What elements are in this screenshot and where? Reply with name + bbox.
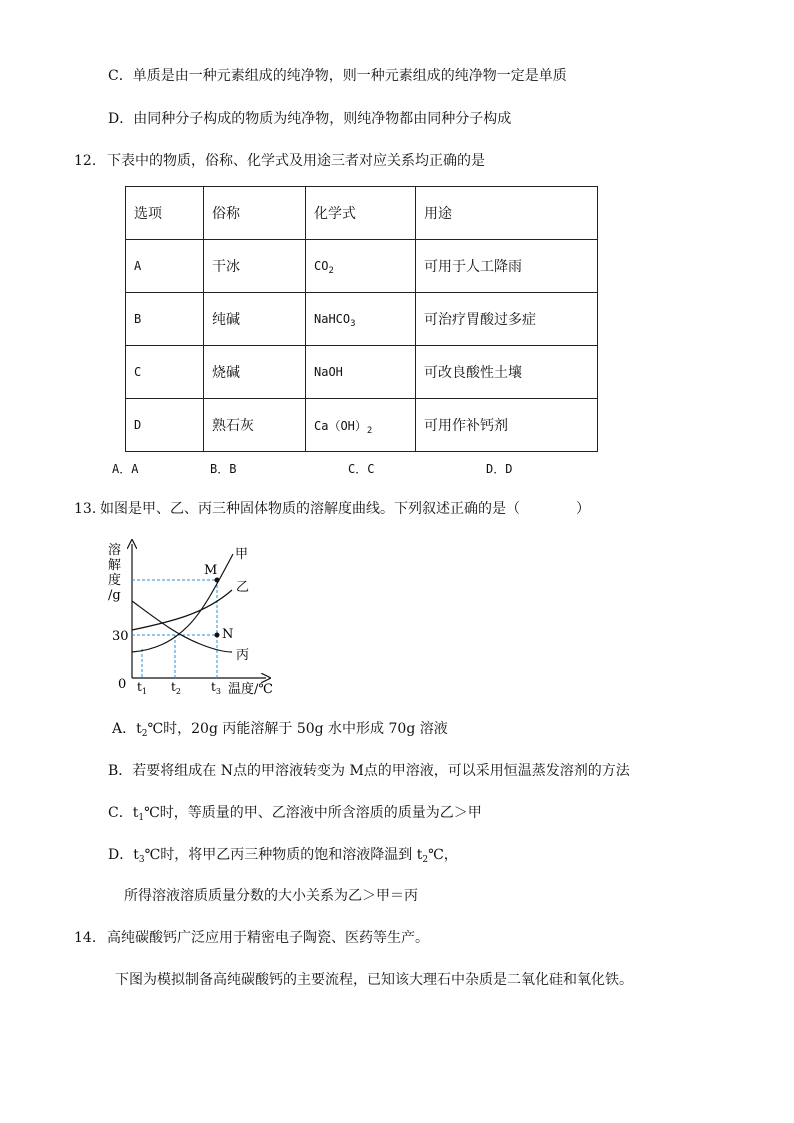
table-row <box>126 240 598 293</box>
row-use: 可治疗胃酸过多症 <box>416 293 598 346</box>
row-common-name: 烧碱 <box>204 346 306 399</box>
header-option: 选项 <box>126 187 204 240</box>
q13-option-d: D．$t_3℃$时，将甲乙丙三种物质的饱和溶液降温到 $t_2℃$， <box>108 847 458 865</box>
ylabel-1: 溶 <box>108 543 122 558</box>
header-use: 用途 <box>416 187 598 240</box>
header-formula: 化学式 <box>306 187 416 240</box>
q13-stem: 如图是甲、乙、丙三种固体物质的溶解度曲线。下列叙述正确的是（ ） <box>100 501 590 517</box>
x-tick-t2: $t_2$ <box>171 680 181 696</box>
q12-choice-d: D．D <box>486 462 513 476</box>
point-m <box>215 578 220 583</box>
row-formula: $Ca(OH)_2$ <box>306 399 416 452</box>
q13-option-a: A．$t_2℃$时，20g 丙能溶解于 50g 水中形成 70g 溶液 <box>112 721 448 739</box>
origin-label: 0 <box>118 677 127 692</box>
row-use: 可用作补钙剂 <box>416 399 598 452</box>
q12-choice-c: C．C <box>348 462 375 476</box>
x-tick-t3: $t_3$ <box>211 680 221 696</box>
table-row <box>126 399 598 452</box>
row-option: B <box>126 293 204 346</box>
point-label-n: N <box>222 627 234 642</box>
table-row <box>126 346 598 399</box>
q12-number: 12. <box>74 153 97 169</box>
point-label-m: M <box>204 563 218 578</box>
row-common-name: 熟石灰 <box>204 399 306 452</box>
ylabel-3: 度 <box>108 573 122 588</box>
q14-line2: 下图为模拟制备高纯碳酸钙的主要流程，已知该大理石中杂质是二氧化硅和氧化铁。 <box>115 972 633 988</box>
q13-option-c: C．$t_1℃$时，等质量的甲、乙溶液中所含溶质的质量为乙＞甲 <box>108 805 482 823</box>
row-formula: $CO_2$ <box>306 240 416 293</box>
q14-number: 14. <box>74 930 97 946</box>
row-option: C <box>126 346 204 399</box>
q14-stem: 高纯碳酸钙广泛应用于精密电子陶瓷、医药等生产。 <box>107 930 429 946</box>
row-common-name: 纯碱 <box>204 293 306 346</box>
row-common-name: 干冰 <box>204 240 306 293</box>
curve-label-jia: 甲 <box>235 547 249 562</box>
solubility-curve-diagram <box>100 538 290 702</box>
x-axis-label: 温度/℃ <box>228 682 273 697</box>
q11-option-d: D．由同种分子构成的物质为纯净物，则纯净物都由同种分子构成 <box>108 111 512 127</box>
q12-table <box>125 186 598 452</box>
q11-option-c: C．单质是由一种元素组成的纯净物，则一种元素组成的纯净物一定是单质 <box>108 68 567 84</box>
row-formula: NaOH <box>306 346 416 399</box>
q12-choice-a: A．A <box>112 462 139 476</box>
q12-choice-b: B．B <box>210 462 237 476</box>
curve-label-yi: 乙 <box>236 580 250 595</box>
row-use: 可用于人工降雨 <box>416 240 598 293</box>
table-row <box>126 293 598 346</box>
x-tick-t1: $t_1$ <box>137 680 147 696</box>
y-tick-30: 30 <box>112 629 129 644</box>
ylabel-2: 解 <box>108 558 122 573</box>
q13-option-d-continued: 所得溶液溶质质量分数的大小关系为乙＞甲＝丙 <box>124 888 418 904</box>
point-n <box>215 633 220 638</box>
row-use: 可改良酸性土壤 <box>416 346 598 399</box>
curve-label-bing: 丙 <box>236 648 250 663</box>
q13-option-b: B．若要将组成在 N点的甲溶液转变为 M点的甲溶液，可以采用恒温蒸发溶剂的方法 <box>108 763 630 779</box>
row-formula: NaHCO$_3$ <box>306 293 416 346</box>
ylabel-4: /g <box>108 588 121 603</box>
q13-number: 13. <box>74 501 97 517</box>
row-option: D <box>126 399 204 452</box>
q12-stem: 下表中的物质，俗称、化学式及用途三者对应关系均正确的是 <box>107 153 485 169</box>
row-option: A <box>126 240 204 293</box>
header-common-name: 俗称 <box>204 187 306 240</box>
table-header-row <box>126 187 598 240</box>
